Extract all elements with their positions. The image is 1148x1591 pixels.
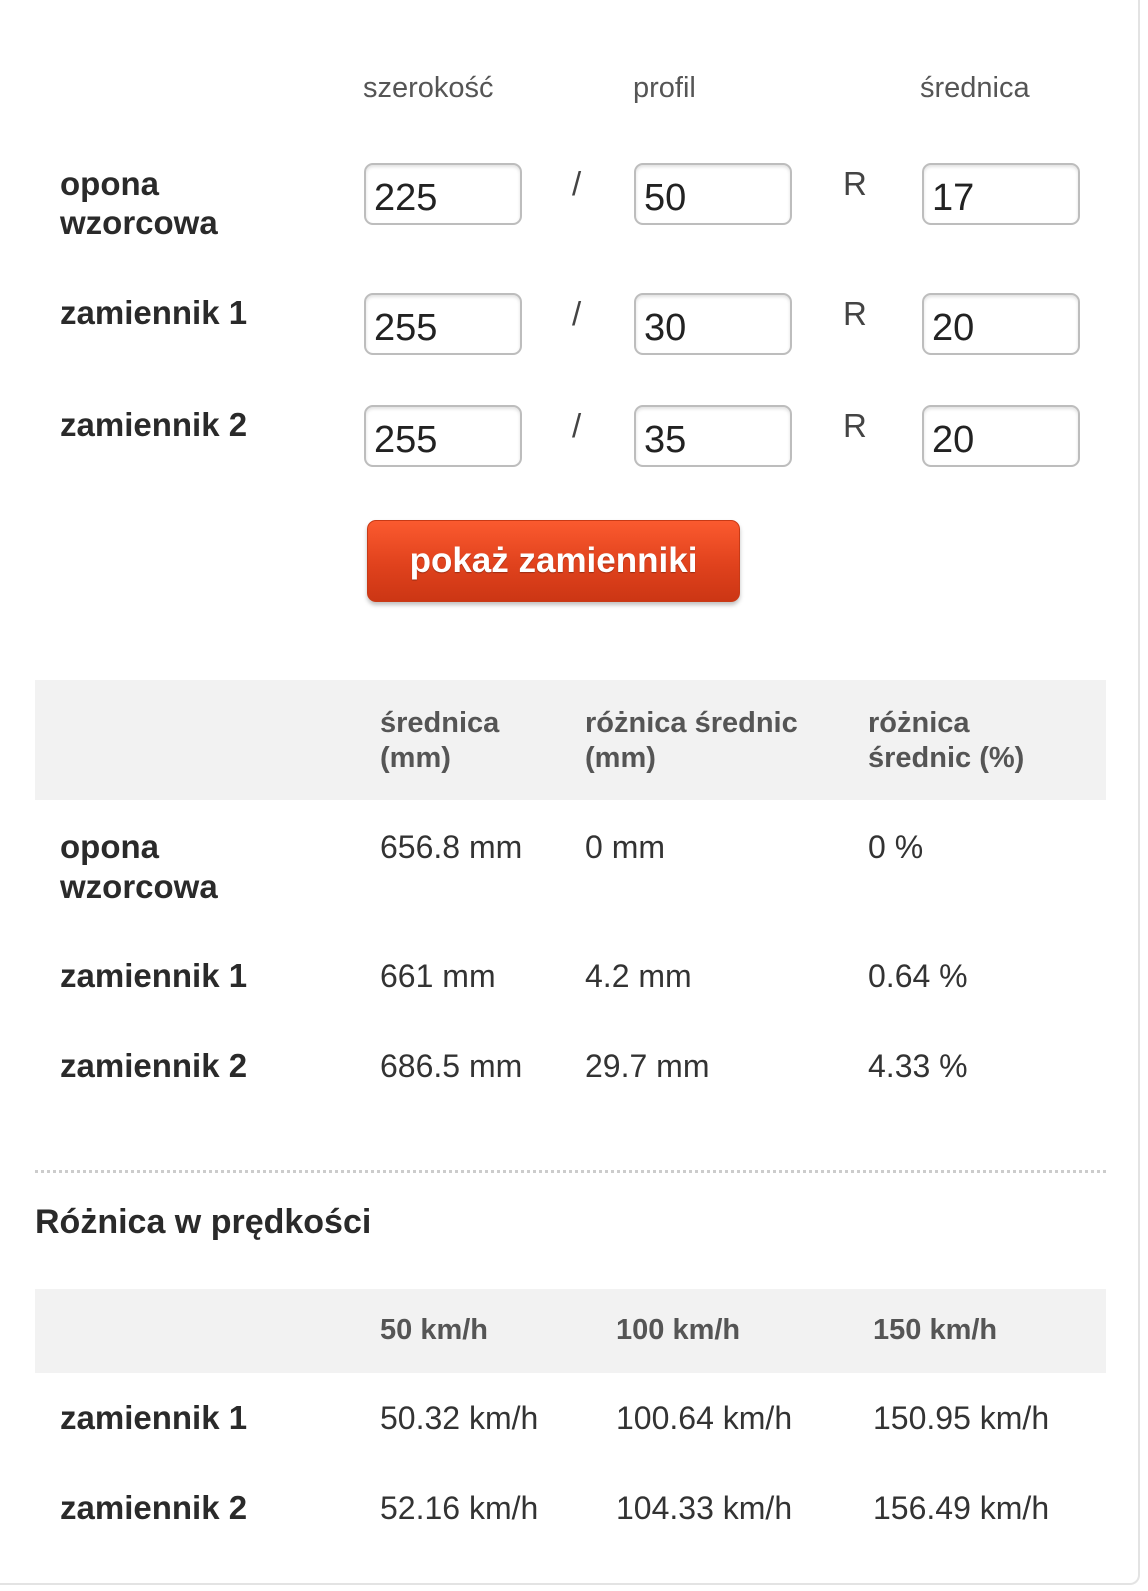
header-speed-100: 100 km/h xyxy=(616,1314,741,1346)
diameter-diff-pct-value: 0 % xyxy=(868,829,924,865)
replacement-1-width-input[interactable] xyxy=(364,293,522,355)
column-header-diameter: średnica xyxy=(920,72,1030,104)
reference-profile-input[interactable] xyxy=(634,163,792,225)
diameter-diff-mm-value: 4.2 mm xyxy=(585,958,692,994)
replacement-1-profile-input[interactable] xyxy=(634,293,792,355)
slash-separator: / xyxy=(572,407,582,444)
replacement-2-diameter-input[interactable] xyxy=(922,405,1080,467)
row-label: zamiennik 2 xyxy=(60,1047,248,1084)
speed-100-value: 104.33 km/h xyxy=(616,1490,793,1526)
slash-separator: / xyxy=(572,165,582,202)
show-replacements-button[interactable]: pokaż zamienniki xyxy=(367,520,740,602)
rim-separator: R xyxy=(843,407,867,444)
rim-separator: R xyxy=(843,165,867,202)
section-divider xyxy=(35,1170,1106,1173)
diameter-value: 686.5 mm xyxy=(380,1048,523,1084)
speed-150-value: 156.49 km/h xyxy=(873,1490,1050,1526)
speed-150-value: 150.95 km/h xyxy=(873,1400,1050,1436)
speed-difference-title: Różnica w prędkości xyxy=(35,1203,372,1241)
header-speed-150: 150 km/h xyxy=(873,1314,998,1346)
diameter-diff-mm-value: 0 mm xyxy=(585,829,665,865)
speed-50-value: 50.32 km/h xyxy=(380,1400,539,1436)
speed-100-value: 100.64 km/h xyxy=(616,1400,793,1436)
form-row-label-replacement-1: zamiennik 1 xyxy=(60,294,248,331)
reference-width-input[interactable] xyxy=(364,163,522,225)
header-diameter-diff-pct: różnica średnic (%) xyxy=(868,707,1025,774)
replacement-2-width-input[interactable] xyxy=(364,405,522,467)
replacement-1-diameter-input[interactable] xyxy=(922,293,1080,355)
slash-separator: / xyxy=(572,295,582,332)
row-label: opona wzorcowa xyxy=(60,828,218,905)
column-header-profile: profil xyxy=(633,72,696,104)
diameter-value: 661 mm xyxy=(380,958,496,994)
replacement-2-profile-input[interactable] xyxy=(634,405,792,467)
row-label: zamiennik 2 xyxy=(60,1489,248,1526)
diameter-diff-mm-value: 29.7 mm xyxy=(585,1048,710,1084)
reference-diameter-input[interactable] xyxy=(922,163,1080,225)
row-label: zamiennik 1 xyxy=(60,1399,248,1436)
row-label: zamiennik 1 xyxy=(60,957,248,994)
header-diameter-mm: średnica (mm) xyxy=(380,707,500,774)
form-row-label-reference-tire: opona wzorcowa xyxy=(60,165,218,241)
form-row-label-replacement-2: zamiennik 2 xyxy=(60,406,248,443)
rim-separator: R xyxy=(843,295,867,332)
speed-50-value: 52.16 km/h xyxy=(380,1490,539,1526)
diameter-diff-pct-value: 4.33 % xyxy=(868,1048,968,1084)
column-header-width: szerokość xyxy=(363,72,494,104)
header-diameter-diff-mm: różnica średnic (mm) xyxy=(585,707,798,774)
header-speed-50: 50 km/h xyxy=(380,1314,488,1346)
diameter-diff-pct-value: 0.64 % xyxy=(868,958,968,994)
diameter-value: 656.8 mm xyxy=(380,829,523,865)
